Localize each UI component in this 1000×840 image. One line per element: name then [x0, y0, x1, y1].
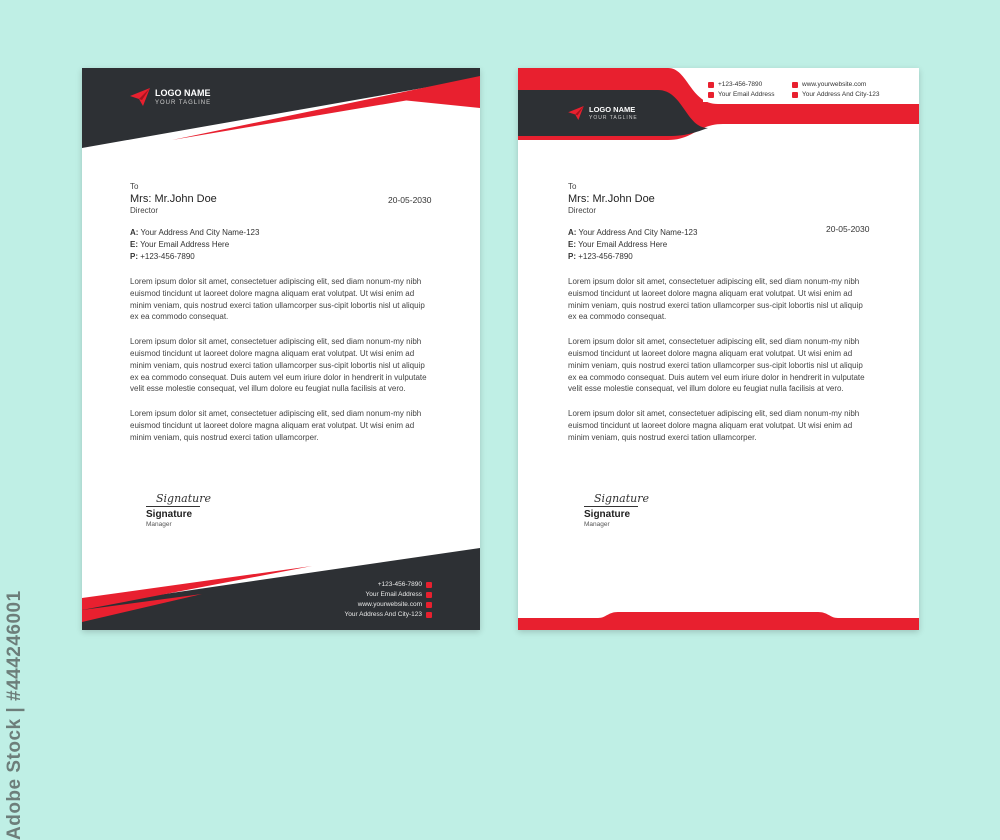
- phone-value: +123-456-7890: [140, 252, 195, 261]
- phone-icon: [708, 82, 714, 88]
- signature-label: Signature: [146, 509, 193, 520]
- signature-role: Manager: [146, 521, 172, 528]
- signature-script: Signature: [156, 492, 212, 505]
- phone-value: +123-456-7890: [578, 252, 633, 261]
- paragraph: Lorem ipsum dolor sit amet, consectetuer adipiscing elit, sed diam nonum-my nibh euismod tincidunt ut laoreet dolore magna aliquam erat volutpat. Ut wisi enim ad minim veniam, quis nostrud exerci tation ullamcorper.: [130, 409, 422, 442]
- header-shape: [518, 68, 919, 140]
- email-icon: [426, 592, 432, 598]
- paragraph: Lorem ipsum dolor sit amet, consectetuer adipiscing elit, sed diam nonum-my nibh euismod tincidunt ut laoreet dolore magna aliquam erat volutpat. Ut wisi enim ad minim veniam, quis nostrud exerci tation ullamcorper sus-cipit lobortis nisl ut aliquip ex ea commodo consequat. Duis autem vel eum iriure dolor in hendrerit in vulputate velit esse molestie consequat, vel illum dolore eu feugiat nulla facilisis at vero.: [130, 337, 427, 394]
- stock-watermark: Adobe Stock | #444246001: [4, 590, 25, 840]
- logo-name: LOGO NAME: [155, 87, 211, 98]
- contact-text: www.yourwebsite.com: [357, 601, 422, 608]
- signature-block: [584, 492, 649, 528]
- contact-email: [708, 90, 775, 100]
- contact-email: [345, 590, 432, 600]
- paper-plane-icon: [568, 106, 584, 120]
- globe-icon: [792, 82, 798, 88]
- phone-icon: [426, 582, 432, 588]
- letter-body: [130, 182, 434, 444]
- paragraph: Lorem ipsum dolor sit amet, consectetuer adipiscing elit, sed diam nonum-my nibh euismod tincidunt ut laoreet dolore magna aliquam erat volutpat. Ut wisi enim ad minim veniam, quis nostrud exerci tation ullamcorper sus-cipit lobortis nisl ut aliquip ex ea commodo consequat. Duis autem vel eum iriure dolor in hendrerit in vulputate velit esse molestie consequat, vel illum dolore eu feugiat nulla facilisis at vero.: [568, 337, 865, 394]
- logo-name: LOGO NAME: [589, 105, 636, 114]
- paragraph: Lorem ipsum dolor sit amet, consectetuer adipiscing elit, sed diam nonum-my nibh euismod tincidunt ut laoreet dolore magna aliquam erat volutpat. Ut wisi enim ad minim veniam, quis nostrud exerci tation ullamcorper sus-cipit lobortis nisl ut aliquip ex ea commodo consequat.: [130, 277, 425, 322]
- contact-text: Your Email Address: [365, 591, 422, 598]
- footer-contacts: [345, 580, 432, 620]
- recipient-name: Mrs: Mr.John Doe: [568, 193, 655, 205]
- address-label: A:: [130, 228, 139, 237]
- to-label: To: [568, 182, 577, 191]
- letterhead-red: [518, 68, 919, 630]
- email-label: E:: [568, 240, 576, 249]
- signature-block: [146, 492, 211, 528]
- signature-line: [584, 506, 638, 507]
- contact-web: [345, 600, 432, 610]
- contact-phone: [708, 80, 775, 90]
- logo-tagline: YOUR TAGLINE: [155, 99, 212, 106]
- phone-label: P:: [568, 252, 576, 261]
- contact-text: +123-456-7890: [377, 581, 422, 588]
- location-icon: [426, 612, 432, 618]
- contact-text: Your Email Address: [718, 91, 775, 98]
- address-value: Your Address And City Name-123: [578, 228, 698, 237]
- location-icon: [792, 92, 798, 98]
- paragraph: Lorem ipsum dolor sit amet, consectetuer adipiscing elit, sed diam nonum-my nibh euismod tincidunt ut laoreet dolore magna aliquam erat volutpat. Ut wisi enim ad minim veniam, quis nostrud exerci tation ullamcorper.: [568, 409, 860, 442]
- contact-text: Your Address And City-123: [344, 611, 422, 618]
- globe-icon: [426, 602, 432, 608]
- address-block: [130, 227, 434, 263]
- phone-label: P:: [130, 252, 138, 261]
- email-value: Your Email Address Here: [140, 240, 230, 249]
- footer-shape: [518, 608, 919, 630]
- contact-text: Your Address And City-123: [802, 91, 880, 98]
- signature-line: [146, 506, 200, 507]
- recipient-name: Mrs: Mr.John Doe: [130, 193, 217, 205]
- contact-text: www.yourwebsite.com: [802, 81, 867, 88]
- email-value: Your Email Address Here: [578, 240, 668, 249]
- header-shape: [82, 68, 480, 148]
- logo: [130, 88, 211, 106]
- contact-phone: [345, 580, 432, 590]
- signature-label: Signature: [584, 509, 631, 520]
- address-value: Your Address And City Name-123: [140, 228, 260, 237]
- contact-address: [345, 610, 432, 620]
- paragraph: Lorem ipsum dolor sit amet, consectetuer adipiscing elit, sed diam nonum-my nibh euismod tincidunt ut laoreet dolore magna aliquam erat volutpat. Ut wisi enim ad minim veniam, quis nostrud exerci tation ullamcorper sus-cipit lobortis nisl ut aliquip ex ea commodo consequat.: [568, 277, 863, 322]
- contact-web: [792, 80, 879, 90]
- header-contacts-left: [708, 80, 775, 100]
- logo-tagline: YOUR TAGLINE: [589, 114, 638, 121]
- to-label: To: [130, 182, 139, 191]
- letter-date: 20-05-2030: [388, 195, 432, 205]
- recipient-role: Director: [130, 206, 159, 215]
- address-label: A:: [568, 228, 577, 237]
- contact-address: [792, 90, 879, 100]
- letterhead-dark: [82, 68, 480, 630]
- logo: [568, 106, 638, 121]
- letter-date: 20-05-2030: [826, 224, 870, 234]
- email-label: E:: [130, 240, 138, 249]
- paper-plane-icon: [130, 88, 150, 106]
- signature-script: Signature: [594, 492, 650, 505]
- header-contacts-right: [792, 80, 879, 100]
- contact-text: +123-456-7890: [718, 81, 763, 88]
- letter-body: [568, 182, 872, 444]
- email-icon: [708, 92, 714, 98]
- recipient-role: Director: [568, 206, 597, 215]
- signature-role: Manager: [584, 521, 610, 528]
